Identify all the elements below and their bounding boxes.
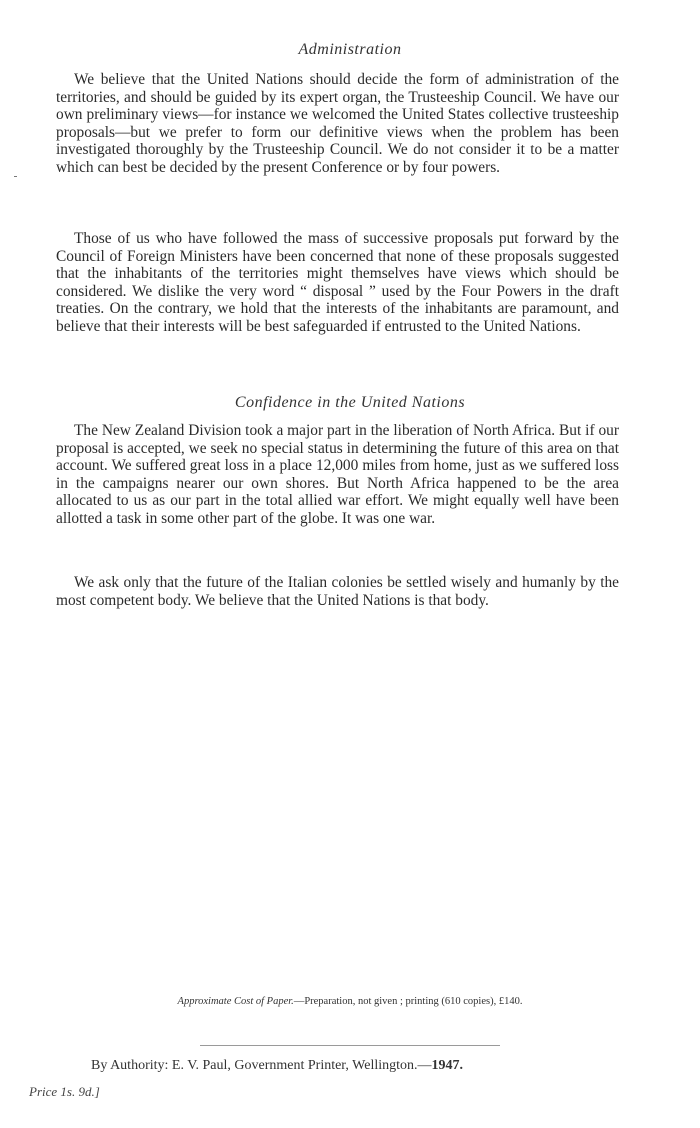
paragraph-administration-2: Those of us who have followed the mass of successive proposals put forward by the Council of Foreign Ministers have been concerned that none of these proposals suggested that the inhabitants of the territories might themselves have views which should be considered. We dislike the very word “ disposal ” used by the Four Powers in the draft treaties. On the contrary, we hold that the interests of the inhabitants are paramount, and believe that their interests will be best safeguarded if entrusted to the United Nations. — [56, 230, 619, 335]
authority-line — [91, 1058, 463, 1074]
authority-year: 1947. — [431, 1058, 464, 1073]
heading-administration: Administration — [298, 41, 402, 58]
paragraph-confidence-2: We ask only that the future of the Italian colonies be settled wisely and humanly by the most competent body. We believe that the United Nations is that body. — [56, 574, 619, 609]
cost-label: Approximate Cost of Paper. — [177, 996, 294, 1007]
cost-detail: —Preparation, not given ; printing (610 copies), £140. — [293, 996, 523, 1007]
price-note: Price 1s. 9d.] — [29, 1084, 100, 1099]
paragraph-confidence-1: The New Zealand Division took a major part in the liberation of North Africa. But if our proposal is accepted, we seek no special status in determining the future of this area on that account. We suffered great loss in a place 12,000 miles from home, just as we suffered loss in the campaigns nearer our own shores. But North Africa happened to be the area allocated to us as our part in the total allied war effort. We might equally well have been allotted a task in some other part of the globe. It was one war. — [56, 422, 619, 527]
heading-confidence: Confidence in the United Nations — [234, 394, 466, 411]
authority-text: By Authority: E. V. Paul, Government Printer, Wellington.— — [91, 1058, 432, 1073]
paragraph-administration-1: We believe that the United Nations should decide the form of administration of the territories, and should be guided by its expert organ, the Trusteeship Council. We have our own preliminary views—for instance we welcomed the United States collective trusteeship proposals—but we prefer to form our definitive views when the problem has been investigated thoroughly by the Trusteeship Council. We do not consider it to be a matter which can best be decided by the present Conference or by four powers. — [56, 71, 619, 176]
footer-divider — [200, 1045, 500, 1046]
cost-note — [0, 996, 700, 1007]
margin-mark — [14, 176, 17, 177]
